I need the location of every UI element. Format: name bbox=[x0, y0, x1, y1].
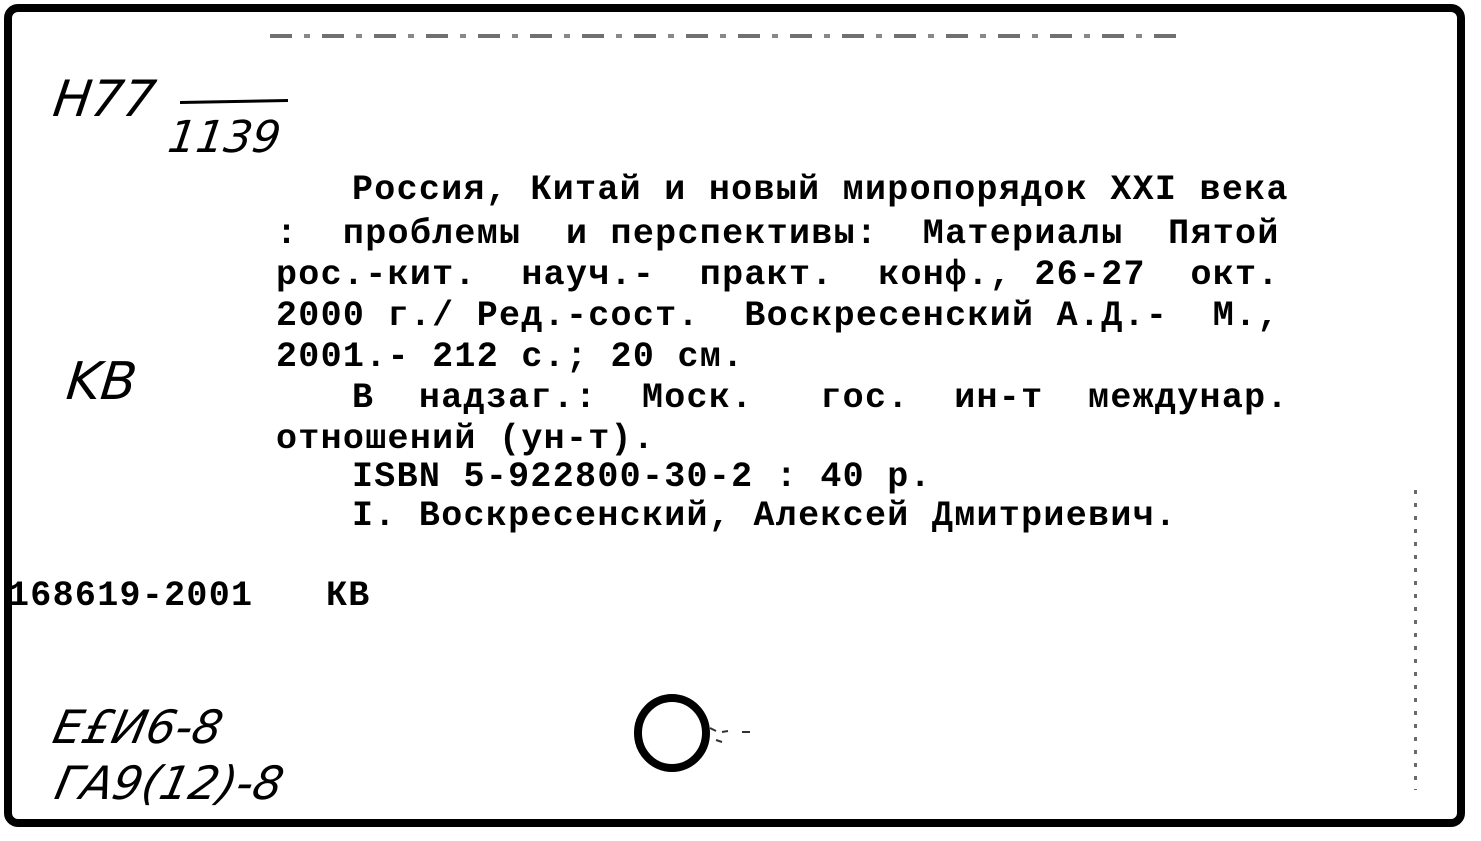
body-line-2: : проблемы и перспективы: Материалы Пятой bbox=[276, 214, 1280, 254]
top-scan-marks bbox=[270, 34, 1180, 38]
marker-kb: KB bbox=[63, 352, 140, 412]
body-line-9: I. Воскресенский, Алексей Дмитриевич. bbox=[352, 496, 1178, 536]
classification-code-1: Е£И6-8 bbox=[48, 700, 228, 754]
body-line-6: В надзаг.: Моск. гос. ин-т междунар. bbox=[352, 378, 1289, 418]
call-number-sub: 1139 bbox=[164, 112, 284, 163]
body-line-8: ISBN 5-922800-30-2 : 40 р. bbox=[352, 457, 932, 497]
registration-mark: КВ bbox=[326, 576, 371, 616]
body-line-4: 2000 г./ Ред.-сост. Воскресенский А.Д.- М., bbox=[276, 296, 1280, 336]
punch-hole-icon bbox=[630, 688, 770, 778]
classification-code-2: ГА9(12)-8 bbox=[50, 756, 289, 810]
registration-number: 168619-2001 bbox=[8, 576, 254, 616]
body-line-5: 2001.- 212 с.; 20 см. bbox=[276, 337, 745, 377]
body-line-1: Россия, Китай и новый миропорядок XXI века bbox=[352, 170, 1289, 210]
body-line-7: отношений (ун-т). bbox=[276, 419, 656, 459]
call-number: H77 bbox=[49, 70, 160, 128]
body-line-3: рос.-кит. науч.- практ. конф., 26-27 окт. bbox=[276, 255, 1280, 295]
right-scan-marks bbox=[1414, 490, 1417, 790]
